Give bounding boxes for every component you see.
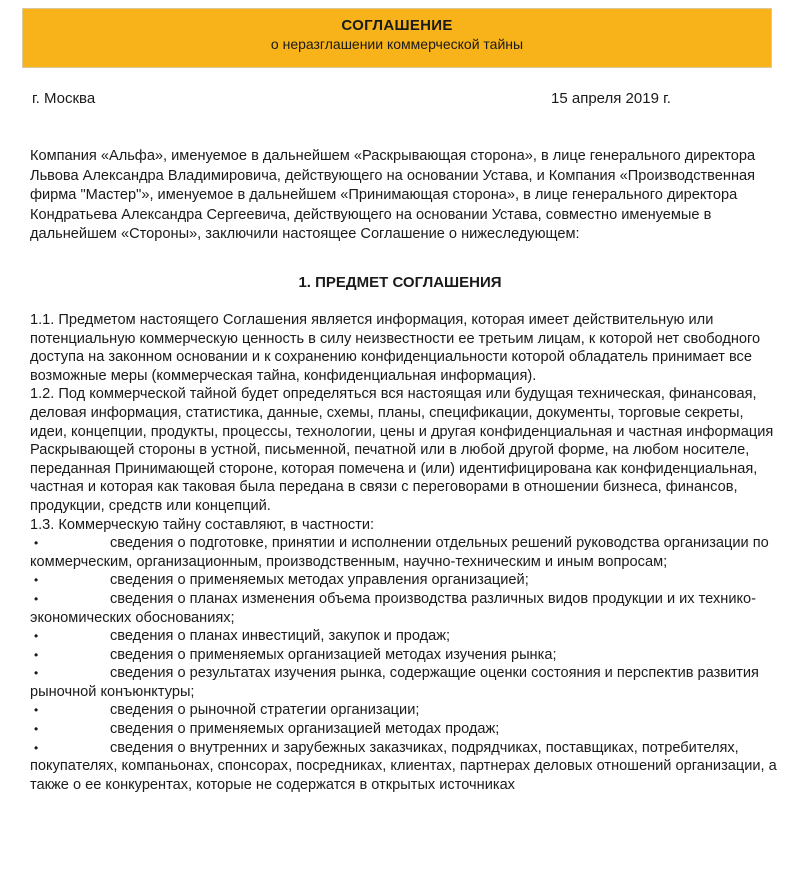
bullet-icon: • [34,629,39,644]
list-item: • сведения о результатах изучения рынка, содержащие оценки состояния и перспектив развития рыночной конъюнктуры; [30,665,759,700]
trade-secret-list [30,534,778,794]
bullet-icon: • [34,536,39,551]
section-body [30,311,778,794]
list-item: • сведения о планах изменения объема производства различных видов продукции и их технико-экономических обоснованиях; [30,590,757,626]
bullet-icon: • [34,703,39,718]
document-subtitle: о неразглашении коммерческой тайны [270,36,524,52]
list-item: • сведения о применяемых методах управления организацией; [34,572,529,589]
list-item: • сведения о рыночной стратегии организации; [34,702,420,719]
bullet-icon: • [34,666,39,681]
list-item: • сведения о планах инвестиций, закупок и продаж; [34,628,451,645]
list-item: • сведения о применяемых организацией методах продаж; [34,721,500,738]
bullet-icon: • [34,591,39,606]
document-title: СОГЛАШЕНИЕ [341,17,453,34]
document-title-banner [22,8,772,68]
list-item: • сведения о подготовке, принятии и исполнении отдельных решений руководства организации по коммерческим, организационным, производственным, научно-техническим и иным вопросам; [30,535,769,570]
bullet-icon: • [34,573,39,588]
date-of-signing: 15 апреля 2019 г. [551,90,671,107]
preamble-paragraph: Компания «Альфа», именуемое в дальнейшем «Раскрывающая сторона», в лице генерального директора Львова Александра Владимировича, действующего на основании Устава, и Компания «Производственная фирма "Мастер"», именуемое в дальнейшем «Принимающая сторона», в лице генерального директора Кондратьева Александра Сергеевича, действующего на основании Устава, совместно именуемые в дальнейшем «Стороны», заключили настоящее Соглашение о нижеследующем: [30,148,756,243]
bullet-icon: • [34,722,39,737]
section-heading: 1. ПРЕДМЕТ СОГЛАШЕНИЯ [298,274,502,291]
clause-1-1: 1.1. Предметом настоящего Соглашения является информация, которая имеет действительную или потенциальную коммерческую ценность в силу неизвестности ее третьим лицам, к которой нет свободного доступа на законном основании и к сохранению конфиденциальности которой обладатель принимает все возможные меры (коммерческая тайна, конфиденциальная информация). [30,312,761,384]
clause-1-3: 1.3. Коммерческую тайну составляют, в частности: [30,516,375,533]
list-item: • сведения о внутренних и зарубежных заказчиках, подрядчиках, поставщиках, потребителях, покупателях, компаньонах, спонсорах, посредниках, клиентах, партнерах деловых отношений организации, а также о ее конкурентах, которые не содержатся в открытых источниках [30,739,777,793]
list-item: • сведения о применяемых организацией методах изучения рынка; [34,646,557,663]
clause-1-2: 1.2. Под коммерческой тайной будет определяться вся настоящая или будущая техническая, финансовая, деловая информация, статистика, данные, схемы, планы, спецификации, документы, торговые секреты, идеи, концепции, продукты, процессы, технологии, цены и другая конфиденциальная и частная информация Раскрывающей стороны в устной, письменной, печатной или в любой другой форме, на любом носителе, переданная Принимающей стороне, которая помечена и (или) идентифицирована как конфиденциальная, частная и которая как таковая была передана в связи с переговорами в отношении бизнеса, финансов, продукции, средств или концепций. [30,386,774,514]
place-of-signing: г. Москва [32,90,96,107]
bullet-icon: • [34,647,39,662]
bullet-icon: • [34,740,39,755]
